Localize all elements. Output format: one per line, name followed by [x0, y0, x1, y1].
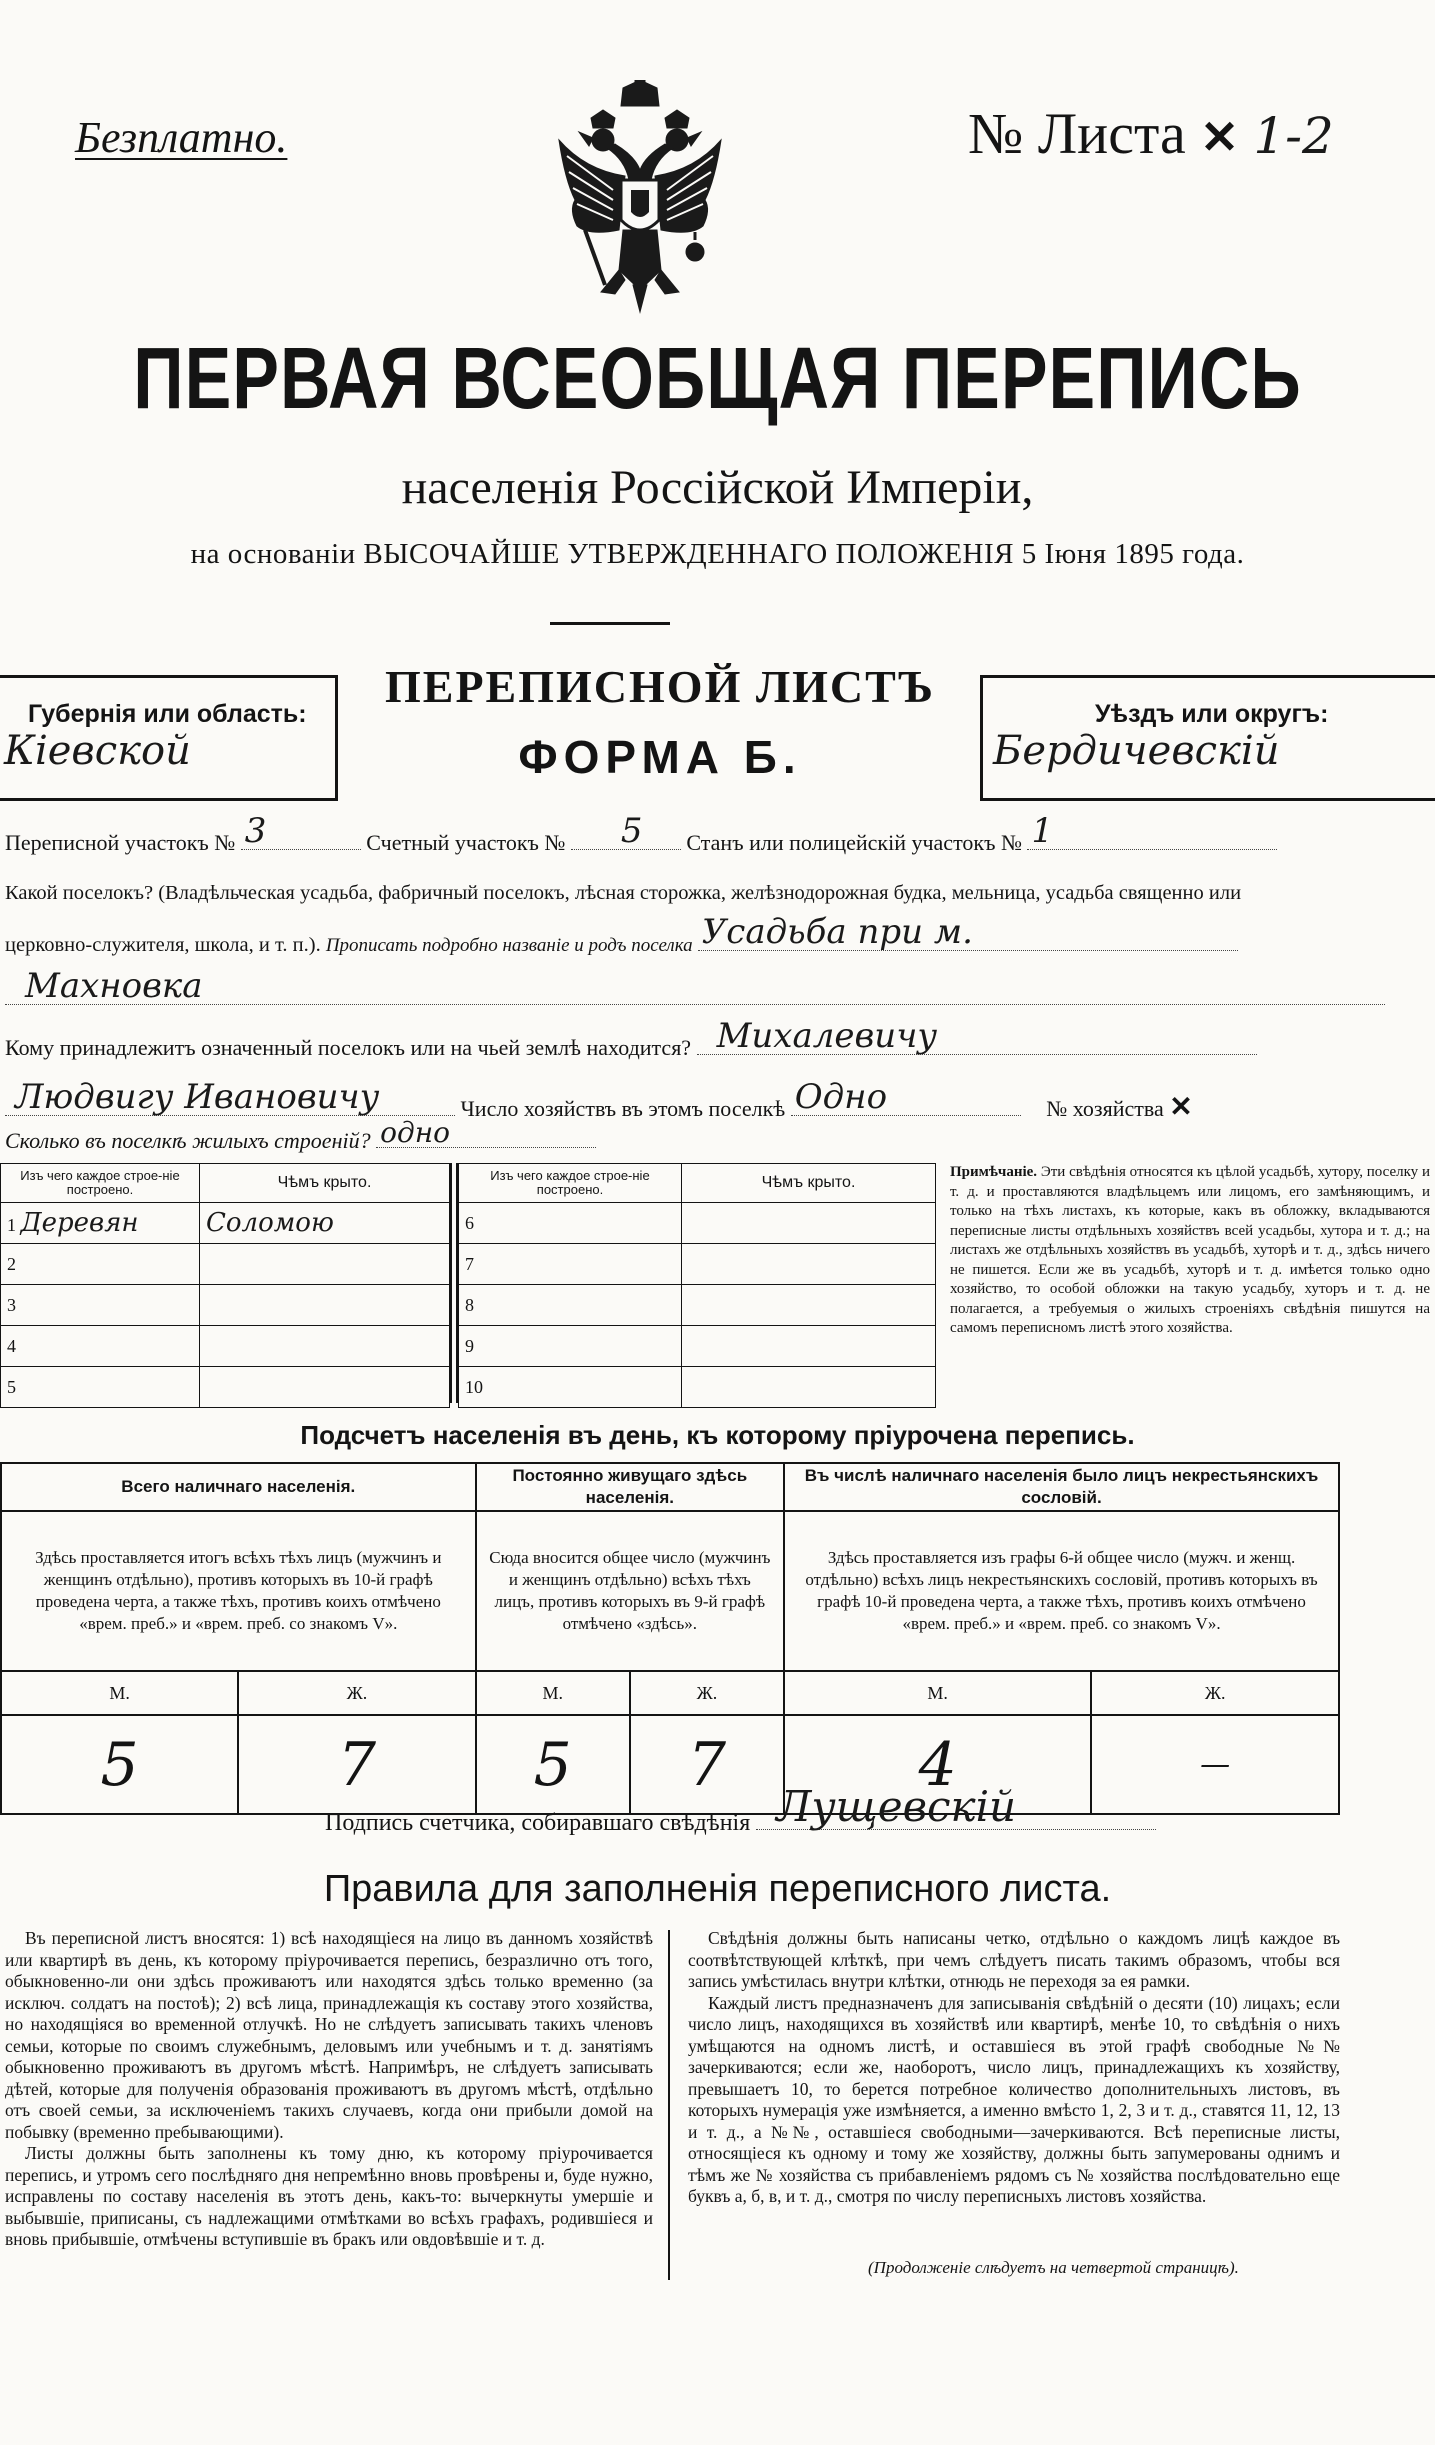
count-value: 4 — [784, 1715, 1091, 1814]
line-owner — [5, 1016, 1257, 1061]
male-header: М. — [784, 1671, 1091, 1715]
settlement-name-value: Усадьба при м. — [701, 912, 973, 952]
material-header: Изъ чего каждое строе-ніе построено. — [459, 1164, 682, 1203]
owner-field — [697, 1016, 1257, 1056]
table-row: 10 — [459, 1367, 936, 1408]
gubernia-value: Кіевской — [4, 728, 191, 774]
settlement-name-label: Прописать подробно названіе и родъ поселка — [325, 935, 693, 956]
non-peasant-desc: Здѣсь проставляется изъ графы 6-й общее число (мужч. и женщ. отдѣльно) всѣхъ лицъ некрестьянскихъ сословій, противъ которыхъ въ графѣ 10-й проведена черта, а также тѣхъ, противъ коихъ отмѣчено «врем. преб.» и «врем. преб. со знакомъ V». — [784, 1511, 1339, 1671]
table-row: 6 — [459, 1203, 936, 1244]
roof-value: Соломою — [206, 1208, 334, 1238]
table-double-divider — [450, 1163, 458, 1403]
police-district-value: 1 — [1031, 811, 1054, 851]
count-district-value: 5 — [620, 811, 643, 851]
settlement-kind-label: церковно-служителя, школа, и т. п.). — [5, 934, 321, 956]
district-value: 3 — [244, 811, 267, 851]
line-buildings — [5, 1116, 596, 1154]
households-label: Число хозяйствъ въ этомъ поселкѣ — [460, 1096, 786, 1121]
rules-paragraph: Каждый листъ предназначенъ для записыванія свѣдѣній о десяти (10) лицахъ; если число лицъ, находящихся въ хозяйствѣ или квартирѣ, менѣе 10, то свѣдѣнія о нихъ умѣщаются на одномъ листѣ, и оставшіеся въ этой графѣ свободные №№ зачеркиваются; если же, наоборотъ, число лицъ, принадлежащихъ къ хозяйству, превышаетъ 10, то берется потребное количество дополнительныхъ листовъ, въ которыхъ нумерація уже измѣняется, а именно вмѣсто 1, 2, 3 и т. д., ставятся 11, 12, 13 и т. д., а №№, оставшіеся свободными—зачеркиваются. Всѣ переписные листы, относящіеся къ одному и тому же хозяйству, должны быть запумерованы однимъ и тѣмъ же № хозяйства съ прибавленіемъ рядомъ съ № хозяйства послѣдовательно еще буквъ а, б, в, и т. д., смотря по числу переписныхъ листовъ хозяйства. — [688, 1992, 1340, 2206]
line-districts — [5, 811, 1277, 856]
rules-paragraph: Свѣдѣнія должны быть написаны четко, отдѣльно о каждомъ лицѣ каждое въ соотвѣтствующей клѣткѣ, при чемъ слѣдуетъ писать такимъ образомъ, чтобы вся запись умѣстилась внутри клѣтки, отнюдь не переходя за ея рамки. — [688, 1928, 1340, 1991]
count-value: 5 — [476, 1715, 630, 1814]
free-label: Безплатно. — [75, 113, 288, 162]
table-row: 4 — [1, 1326, 450, 1367]
divider — [550, 622, 670, 625]
non-peasant-header: Въ числѣ наличнаго населенія было лицъ некрестьянскихъ сословій. — [784, 1463, 1339, 1511]
line-households — [5, 1077, 1193, 1123]
rules-paragraph: Листы должны быть заполнены къ тому дню, къ которому пріурочивается перепись, и утромъ сего послѣдняго дня непремѣнно вновь провѣрены и, буде нужно, исправлены по составу населенія въ этотъ день, какъ-то: вычеркнуты умершіе и выбывшіе, приписаны, съ надлежащими отмѣтками во всѣхъ графахъ, родившіеся и вновь прибывшіе, отмѣчены вступившіе въ бракъ или овдовѣвшіе и т. д. — [5, 2143, 653, 2249]
total-population-desc: Здѣсь проставляется итогъ всѣхъ тѣхъ лицъ (мужчинъ и женщинъ отдѣльно), противъ которыхъ въ 10-й графѣ проведена черта, а также тѣхъ, противъ коихъ отмѣчено «врем. преб.» и «врем. преб. со знакомъ V». — [1, 1511, 476, 1671]
gubernia-box — [0, 675, 338, 801]
column-divider — [668, 1930, 670, 2280]
table-row: 1 Деревян Соломою — [1, 1203, 450, 1244]
continued-note: (Продолженіе слѣдуетъ на четвертой страницѣ). — [868, 2258, 1239, 2277]
crossed-out-mark: ✕ — [1169, 1091, 1193, 1122]
male-header: М. — [1, 1671, 238, 1715]
rules-left-column — [5, 1928, 653, 2251]
male-header: М. — [476, 1671, 630, 1715]
rules-paragraph: Въ переписной листъ вносятся: 1) всѣ находящіеся на лицо въ данномъ хозяйствѣ или квартирѣ въ день, къ которому пріурочивается перепись, безразлично отъ того, обыкновенно-ли они здѣсь проживаютъ или находятся здѣсь только временно (за исключ. солдатъ на постоѣ); 2) всѣ лица, принадлежащія къ составу этого хозяйства, но находящіяся во временной отлучкѣ. Но не слѣдуетъ записывать такихъ членовъ семьи, которые по своимъ служебнымъ, деловымъ или учебнымъ и т. д. занятіямъ обыкновенно проживаютъ въ другомъ мѣстѣ. Напримѣръ, не слѣдуетъ записывать дѣтей, которые для полученія образованія проживаютъ въ другомъ мѣстѣ, отдѣльно отъ своей семьи, за исключеніемъ такихъ случаевъ, когда они прибыли домой на побывку (временно пребывающими). — [5, 1928, 653, 2142]
uezd-value: Бердичевскій — [993, 728, 1280, 774]
enumerator-signature-line — [325, 1782, 1156, 1837]
material-value: Деревян — [20, 1208, 139, 1238]
line-settlement-name — [5, 912, 1238, 957]
census-title: ПЕРВАЯ ВСЕОБЩАЯ ПЕРЕПИСЬ — [133, 329, 1302, 427]
table-row: 9 — [459, 1326, 936, 1367]
table-row: 5 — [1, 1367, 450, 1408]
note-label: Примѣчаніе. — [950, 1164, 1038, 1180]
line-settlement-name-2 — [5, 966, 1385, 1011]
owner-label: Кому принадлежитъ означенный поселокъ или на чьей землѣ находится? — [5, 1035, 692, 1060]
signature-value: Лущевскій — [776, 1782, 1017, 1831]
note-text: Эти свѣдѣнія относятся къ цѣлой усадьбѣ, хутору, поселку и т. д. и проставляются владѣльцемъ или лицомъ, его замѣняющимъ, и только на тѣхъ листахъ, къ которые, какъ въ обложку, вкладываются переписные листы отдѣльныхъ хозяйствъ всей усадьбы, хутора и т. д.; на листахъ же отдѣльныхъ хозяйствъ въ усадьбѣ, хуторѣ и т. д., здѣсь ничего не пишется. Если же въ усадьбѣ, хуторѣ и т. д. имѣется только одно хозяйство, то особой обложки на такую усадьбу, хуторъ и т. д. не полагается, а требуемыя о жилыхъ строеніяхъ свѣдѣнія пишутся на самомъ переписномъ листѣ этого хозяйства. — [950, 1164, 1430, 1336]
count-value: — — [1091, 1715, 1339, 1814]
table-row: 8 — [459, 1285, 936, 1326]
signature-label: Подпись счетчика, собиравшаго свѣдѣнія — [325, 1810, 751, 1836]
rules-title: Правила для заполненія переписного листа. — [323, 1868, 1112, 1910]
settlement-name-value-2: Махновка — [25, 966, 203, 1006]
sheet-number-label: № Листа — [968, 101, 1186, 166]
households-field — [791, 1077, 1021, 1117]
permanent-population-desc: Сюда вносится общее число (мужчинъ и женщинъ отдѣльно) всѣхъ тѣхъ лицъ, противъ которыхъ въ 9-й графѣ отмѣчено «здѣсь». — [476, 1511, 784, 1671]
uezd-box — [980, 675, 1435, 801]
district-field — [241, 811, 361, 851]
buildings-table-right — [458, 1163, 936, 1408]
buildings-value: одно — [380, 1116, 451, 1149]
gubernia-label: Губернія или область: — [28, 700, 307, 728]
households-value: Одно — [794, 1077, 888, 1117]
imperial-eagle-emblem — [555, 80, 725, 318]
female-header: Ж. — [1091, 1671, 1339, 1715]
household-no-label: № хозяйства — [1046, 1096, 1164, 1121]
sheet-number — [968, 100, 1334, 167]
sheet-number-handwritten: 1-2 — [1253, 107, 1334, 165]
district-label: Переписной участокъ № — [5, 830, 236, 855]
census-basis: на основаніи ВЫСОЧАЙШЕ УТВЕРЖДЕННАГО ПОЛОЖЕНІЯ 5 Іюня 1895 года. — [190, 538, 1245, 570]
census-subtitle: населенія Россійской Имперіи, — [401, 461, 1034, 514]
note-block — [950, 1163, 1430, 1339]
police-district-field — [1027, 811, 1277, 851]
count-value: 5 — [1, 1715, 238, 1814]
settlement-name-field-2 — [5, 966, 1385, 1006]
total-population-header: Всего наличнаго населенія. — [1, 1463, 476, 1511]
line-settlement: Какой поселокъ? (Владѣльческая усадьба, фабричный поселокъ, лѣсная сторожка, желѣзнодорожная будка, мельница, усадьба священно или — [5, 882, 1242, 904]
police-district-label: Станъ или полицейскій участокъ № — [686, 830, 1022, 855]
table-row: 2 — [1, 1244, 450, 1285]
count-title: Подсчетъ населенія въ день, къ которому пріурочена перепись. — [300, 1420, 1135, 1450]
signature-field — [756, 1782, 1156, 1831]
count-value: 7 — [630, 1715, 784, 1814]
table-row: 3 — [1, 1285, 450, 1326]
crossed-out-mark: ✕ — [1200, 111, 1239, 163]
count-value: 7 — [238, 1715, 475, 1814]
form-title: ПЕРЕПИСНОЙ ЛИСТЪ — [384, 661, 936, 712]
uezd-label: Уѣздъ или округъ: — [1095, 700, 1329, 728]
rules-right-column — [688, 1928, 1340, 2208]
count-district-label: Счетный участокъ № — [366, 830, 566, 855]
form-subtitle: ФОРМА Б. — [518, 731, 802, 783]
owner-value: Михалевичу — [716, 1016, 938, 1056]
buildings-field — [376, 1116, 596, 1149]
female-header: Ж. — [630, 1671, 784, 1715]
roof-header: Чѣмъ крыто. — [200, 1164, 450, 1203]
population-count-table — [0, 1462, 1340, 1815]
table-row: 7 — [459, 1244, 936, 1285]
buildings-table-left — [0, 1163, 450, 1408]
roof-header: Чѣмъ крыто. — [682, 1164, 936, 1203]
buildings-label: Сколько въ поселкѣ жилыхъ строеній? — [5, 1128, 371, 1153]
female-header: Ж. — [238, 1671, 475, 1715]
material-header: Изъ чего каждое строе-ніе построено. — [1, 1164, 200, 1203]
permanent-population-header: Постоянно живущаго здѣсь населенія. — [476, 1463, 784, 1511]
settlement-name-field — [698, 912, 1238, 952]
owner-value-2: Людвигу Ивановичу — [15, 1077, 380, 1117]
count-district-field — [571, 811, 681, 851]
